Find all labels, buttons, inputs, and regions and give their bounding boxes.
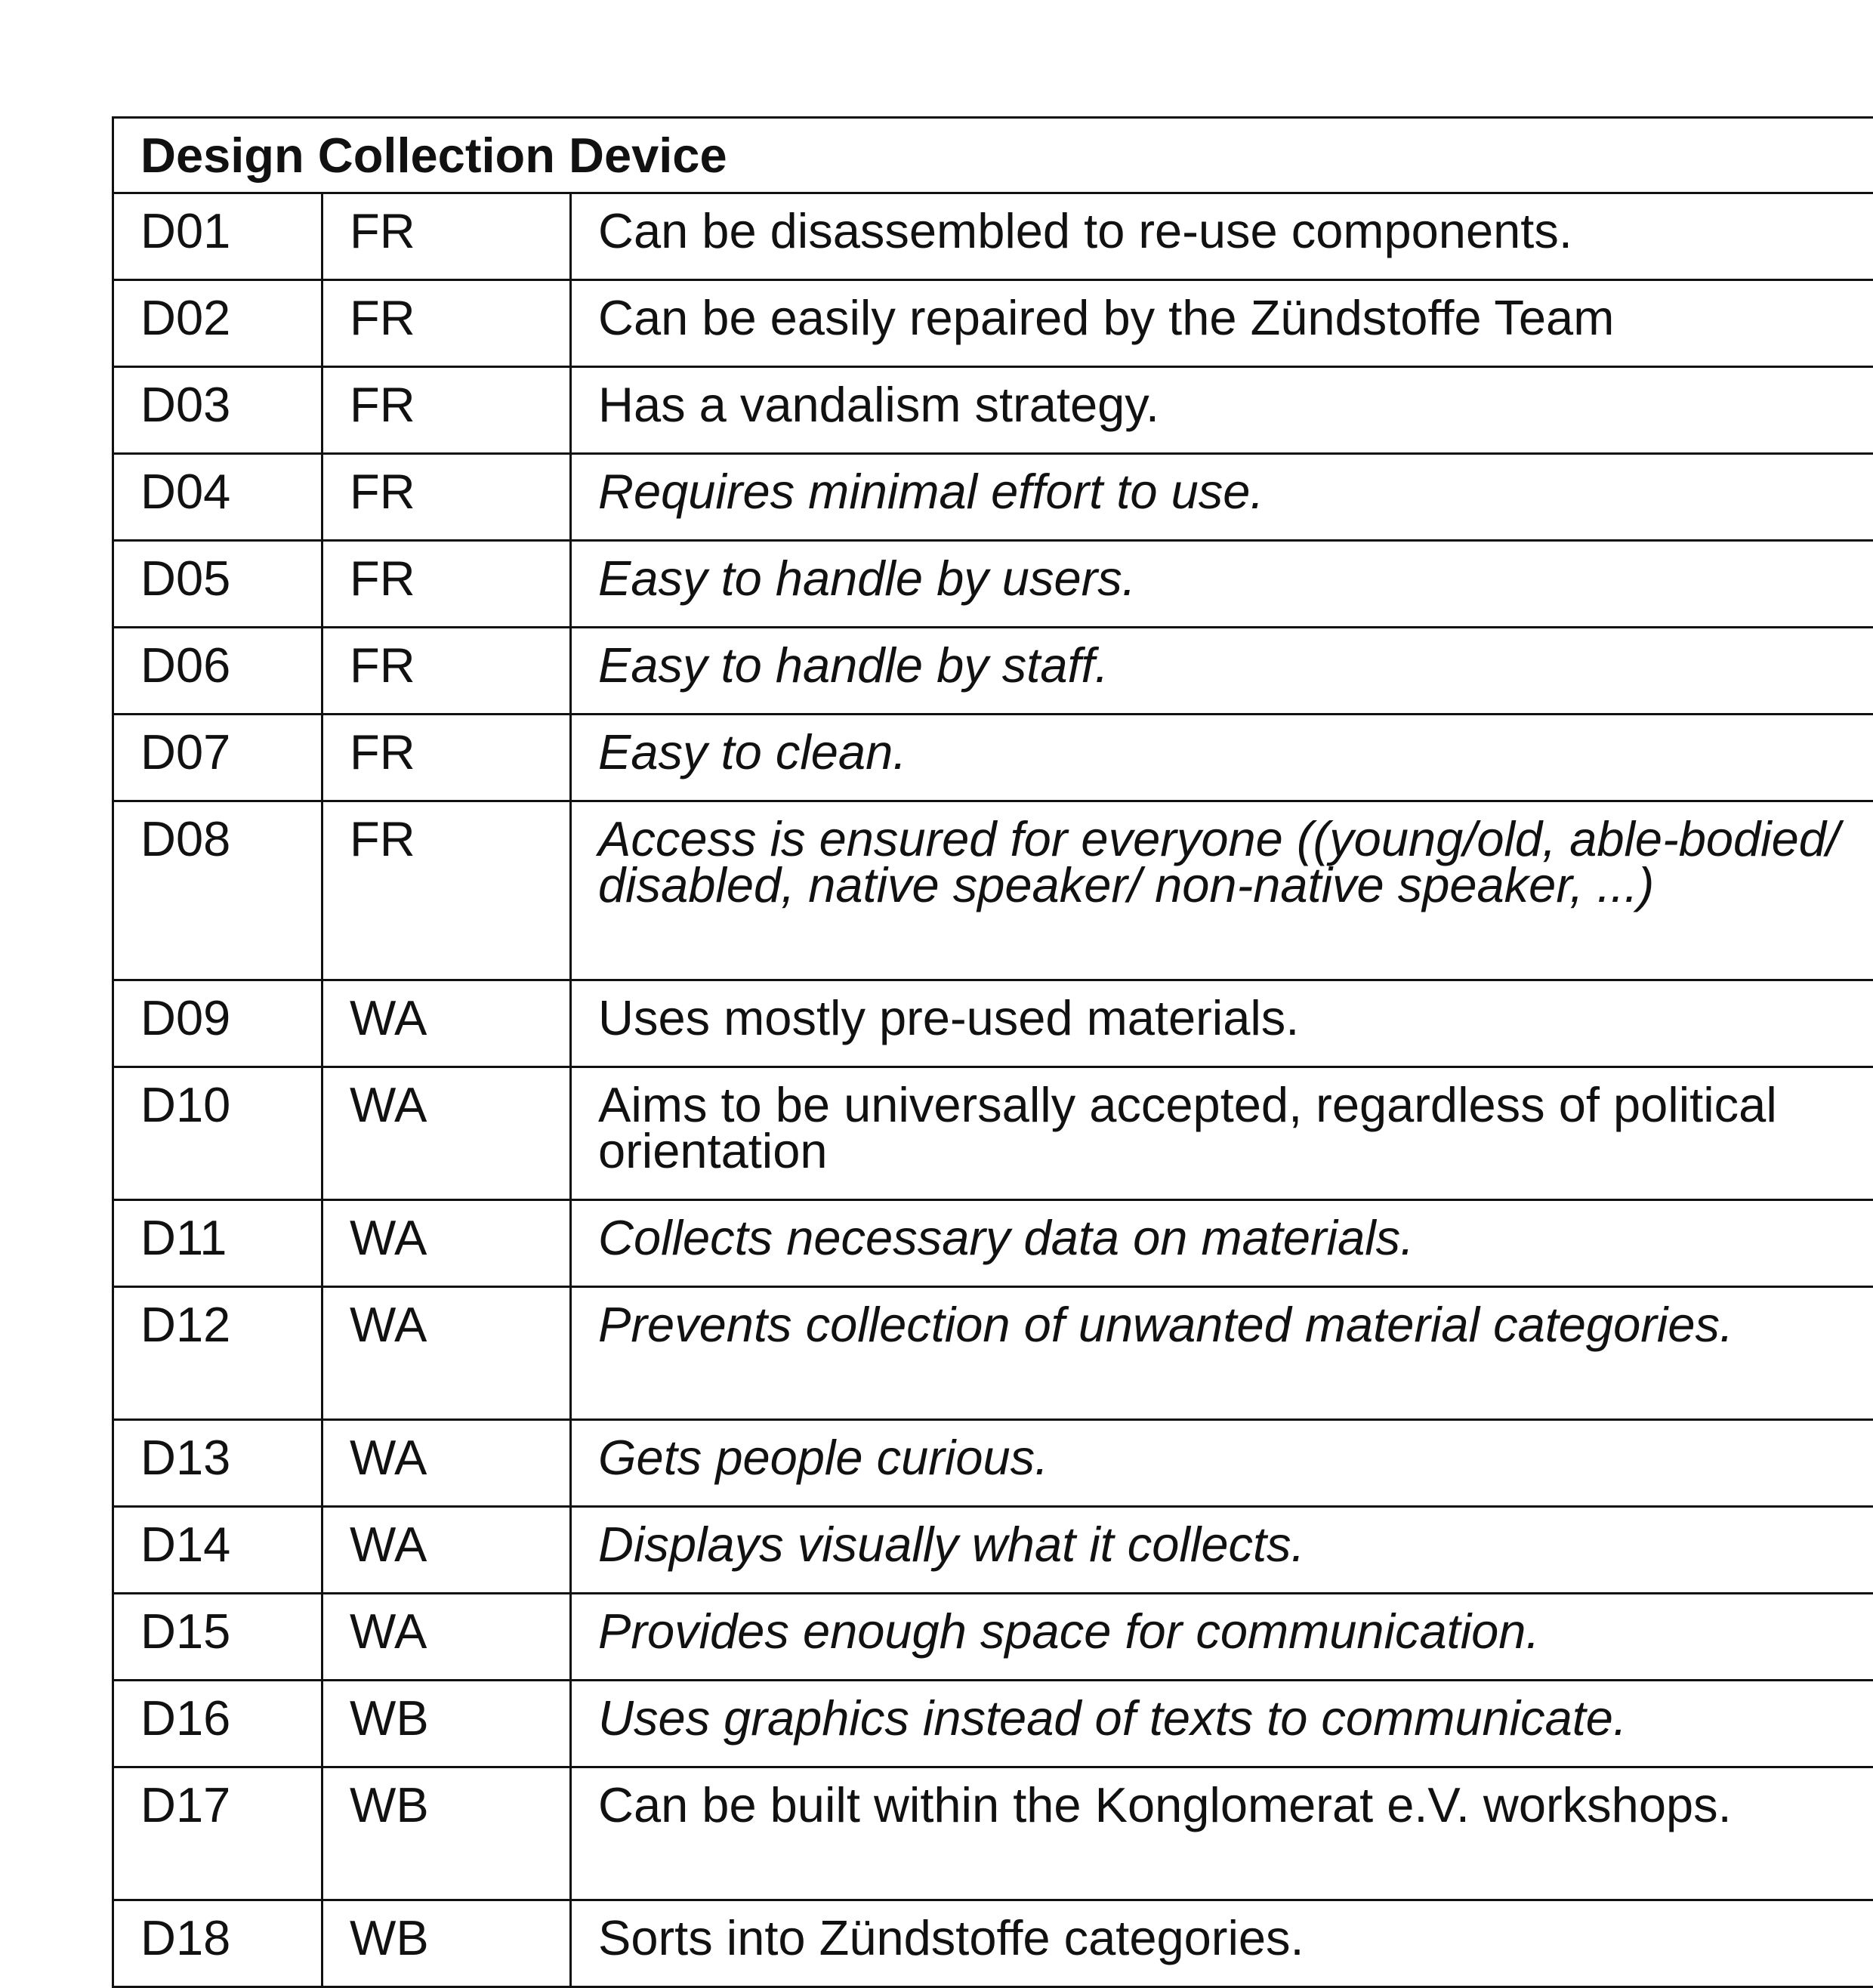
requirement-id: D13 [113, 1420, 322, 1507]
table-row [113, 280, 1873, 367]
requirement-description: Displays visually what it collects. [571, 1507, 1873, 1594]
requirement-description: Can be disassembled to re-use components. [571, 193, 1873, 280]
requirement-category: FR [322, 193, 571, 280]
requirement-id: D09 [113, 980, 322, 1067]
requirement-id: D02 [113, 280, 322, 367]
requirement-category: FR [322, 454, 571, 541]
table-row [113, 1681, 1873, 1767]
table-row [113, 1420, 1873, 1507]
requirement-description: Sorts into Zündstoffe categories. [571, 1900, 1873, 1987]
table-row [113, 541, 1873, 628]
table-row [113, 367, 1873, 454]
table-row [113, 1507, 1873, 1594]
requirement-description: Uses mostly pre-used materials. [571, 980, 1873, 1067]
requirement-id: D11 [113, 1200, 322, 1287]
requirement-category: WB [322, 1900, 571, 1987]
requirement-category: WB [322, 1767, 571, 1900]
requirement-description: Easy to handle by staff. [571, 628, 1873, 715]
requirement-description: Easy to handle by users. [571, 541, 1873, 628]
requirement-id: D01 [113, 193, 322, 280]
requirement-category: FR [322, 280, 571, 367]
table-row [113, 1067, 1873, 1200]
table-row [113, 628, 1873, 715]
requirement-category: WA [322, 1200, 571, 1287]
requirement-description: Collects necessary data on materials. [571, 1200, 1873, 1287]
requirement-category: FR [322, 715, 571, 801]
requirement-description: Easy to clean. [571, 715, 1873, 801]
requirement-id: D08 [113, 801, 322, 980]
requirement-id: D06 [113, 628, 322, 715]
requirement-id: D03 [113, 367, 322, 454]
requirement-description: Gets people curious. [571, 1420, 1873, 1507]
requirement-id: D10 [113, 1067, 322, 1200]
requirement-description: Provides enough space for communication. [571, 1594, 1873, 1681]
requirement-category: FR [322, 367, 571, 454]
requirements-table [112, 116, 1873, 1988]
requirement-id: D14 [113, 1507, 322, 1594]
requirement-category: WA [322, 1287, 571, 1420]
table-row [113, 980, 1873, 1067]
requirement-id: D05 [113, 541, 322, 628]
requirement-category: WB [322, 1681, 571, 1767]
table-row [113, 454, 1873, 541]
requirement-id: D18 [113, 1900, 322, 1987]
requirement-category: WA [322, 1507, 571, 1594]
table-row [113, 715, 1873, 801]
table-row [113, 1200, 1873, 1287]
requirement-description: Can be built within the Konglomerat e.V. workshops. [571, 1767, 1873, 1900]
requirement-id: D07 [113, 715, 322, 801]
requirement-id: D04 [113, 454, 322, 541]
requirement-description: Requires minimal effort to use. [571, 454, 1873, 541]
requirement-description: Has a vandalism strategy. [571, 367, 1873, 454]
requirement-description: Prevents collection of unwanted material categories. [571, 1287, 1873, 1420]
table-row [113, 1594, 1873, 1681]
requirements-table-body [113, 118, 1873, 1987]
requirement-category: WA [322, 980, 571, 1067]
requirement-id: D12 [113, 1287, 322, 1420]
requirement-category: WA [322, 1420, 571, 1507]
table-title: Design Collection Device [113, 118, 1873, 193]
requirement-id: D15 [113, 1594, 322, 1681]
table-row [113, 1767, 1873, 1900]
requirement-category: FR [322, 628, 571, 715]
requirement-description: Can be easily repaired by the Zündstoffe Team [571, 280, 1873, 367]
requirement-description: Aims to be universally accepted, regardless of political orientation [571, 1067, 1873, 1200]
requirement-id: D17 [113, 1767, 322, 1900]
requirement-category: FR [322, 801, 571, 980]
table-row [113, 193, 1873, 280]
requirement-description: Uses graphics instead of texts to communicate. [571, 1681, 1873, 1767]
requirement-category: WA [322, 1594, 571, 1681]
table-row [113, 1287, 1873, 1420]
requirement-description: Access is ensured for everyone ((young/old, able-bodied/ disabled, native speaker/ non-native speaker, ...) [571, 801, 1873, 980]
table-row [113, 1900, 1873, 1987]
requirement-category: WA [322, 1067, 571, 1200]
table-row [113, 801, 1873, 980]
requirement-category: FR [322, 541, 571, 628]
table-title-row [113, 118, 1873, 193]
requirement-id: D16 [113, 1681, 322, 1767]
